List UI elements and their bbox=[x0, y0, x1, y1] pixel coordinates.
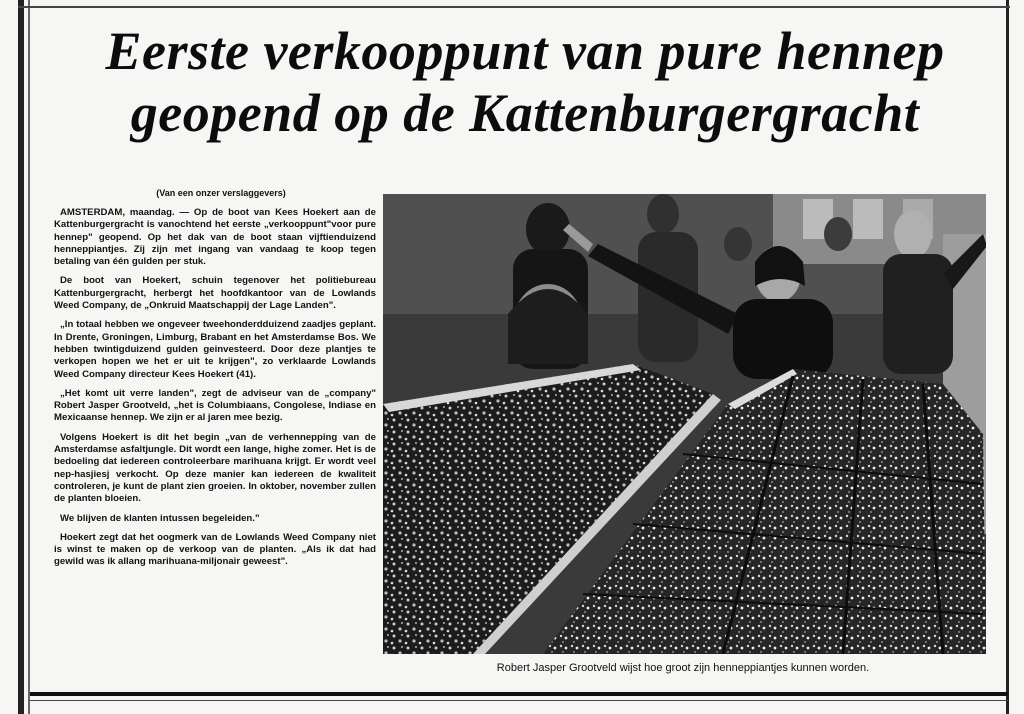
right-border-rule bbox=[1006, 0, 1009, 714]
article-paragraph: AMSTERDAM, maandag. — Op de boot van Kees Hoekert aan de Kattenburgergracht is vanochtend het eerste „verkooppunt"voor pure hennep" geopend. Op het dak van de boot staan vijftienduizend henneppiantjes. Zij zijn met ingang van vandaag te koop tegen betaling van één gulden per stuk. bbox=[54, 207, 376, 268]
news-photo bbox=[383, 194, 986, 654]
left-border-rule bbox=[18, 0, 24, 714]
photo-illustration bbox=[383, 194, 986, 654]
article-paragraph: „In totaal hebben we ongeveer tweehonderdduizend zaadjes geplant. In Drente, Groningen, Limburg, Brabant en het Amsterdamse Bos. We hebben twintigduizend gulden geinvesteerd. Door deze plantjes te verkopen hopen we het er uit te krijgen", zo verklaarde Lowlands Weed Company directeur Kees Hoekert (41). bbox=[54, 319, 376, 380]
headline-line-2: geopend op de Kattenburgergracht bbox=[130, 83, 920, 143]
headline bbox=[50, 20, 1000, 144]
article-paragraph: Volgens Hoekert is dit het begin „van de verhennepping van de Amsterdamse asfaltjungle. Dit wordt een lange, highe zomer. Het is de bedoeling dat iedereen controleerbare marihuana krijgt. Er wordt veel nep-hasjiesj verkocht. Op deze manier kan iedereen de kwaliteit controleren, je kunt de plant zien groeien. In oktober, november zullen de planten bloeien. bbox=[54, 431, 376, 505]
article-paragraph: „Het komt uit verre landen", zegt de adviseur van de „company" Robert Jasper Grootveld, „het is Columbiaans, Congolese, Indiase en Mexicaanse hennep. We zijn er al jaren mee bezig. bbox=[54, 387, 376, 424]
photo-caption: Robert Jasper Grootveld wijst hoe groot zijn henneppiantjes kunnen worden. bbox=[496, 662, 870, 674]
byline: (Van een onzer verslaggevers) bbox=[156, 188, 286, 198]
article-paragraph: Hoekert zegt dat het oogmerk van de Lowlands Weed Company niet is winst te maken op de verkoop van de planten. „Als ik dat had gewild was ik allang marihuana-miljonair geweest". bbox=[54, 531, 376, 568]
article-body bbox=[54, 207, 376, 576]
bottom-border-rule bbox=[30, 692, 1008, 696]
article-paragraph: De boot van Hoekert, schuin tegenover het politiebureau Kattenburgergracht, herbergt het hoofdkantoor van de Lowlands Weed Company, de „Onkruid Maatschappij der Lage Landen". bbox=[54, 275, 376, 312]
top-border-rule bbox=[18, 6, 1010, 8]
headline-line-1: Eerste verkooppunt van pure hennep bbox=[105, 21, 945, 81]
bottom-border-rule-thin bbox=[30, 700, 1008, 701]
left-inner-rule bbox=[28, 0, 30, 714]
article-paragraph: We blijven de klanten intussen begeleiden." bbox=[60, 512, 260, 524]
